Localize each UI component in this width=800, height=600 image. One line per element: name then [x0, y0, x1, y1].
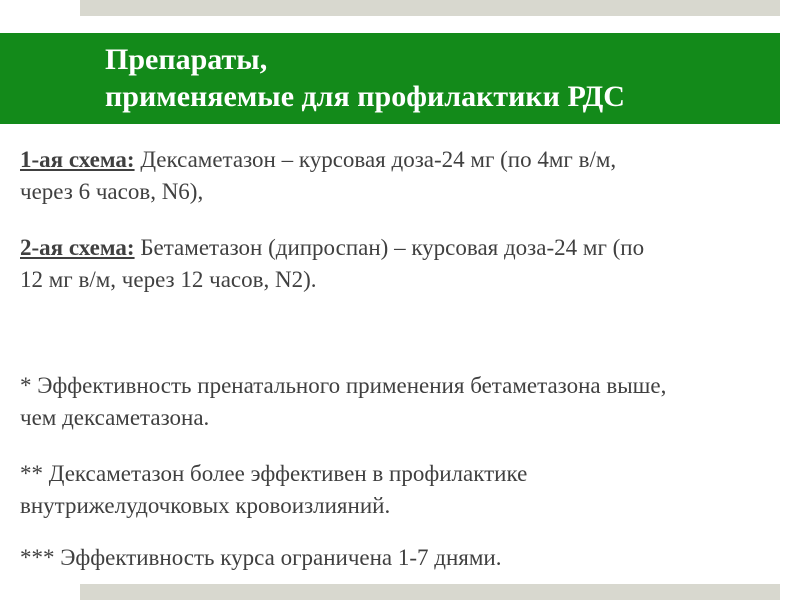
note-1-line-2: чем дексаметазона. — [20, 405, 210, 430]
scheme-1-text-line-1: Дексаметазон – курсовая доза-24 мг (по 4мг в/м, — [134, 147, 617, 172]
scheme-1-paragraph — [20, 144, 780, 208]
top-decorative-strip — [80, 0, 780, 16]
slide-title-line-2: применяемые для профилактики РДС — [105, 80, 625, 113]
slide-title — [105, 41, 625, 115]
note-3-text: *** Эффективность курса ограничена 1-7 днями. — [20, 545, 502, 570]
scheme-2-text-line-2: 12 мг в/м, через 12 часов, N2). — [20, 267, 317, 292]
note-1-line-1: * Эффективность пренатального применения бетаметазона выше, — [20, 373, 667, 398]
scheme-1-label: 1-ая схема: — [20, 147, 135, 172]
note-2-line-2: внутрижелудочковых кровоизлияний. — [20, 493, 391, 518]
bottom-decorative-strip — [80, 584, 780, 600]
note-1-paragraph — [20, 370, 780, 434]
note-2-line-1: ** Дексаметазон более эффективен в профилактике — [20, 461, 528, 486]
note-3-paragraph — [20, 542, 780, 574]
scheme-2-label: 2-ая схема: — [20, 235, 135, 260]
slide-title-line-1: Препараты, — [105, 43, 268, 76]
scheme-2-text-line-1: Бетаметазон (дипроспан) – курсовая доза-24 мг (по — [134, 235, 645, 260]
scheme-1-text-line-2: через 6 часов, N6), — [20, 179, 204, 204]
note-2-paragraph — [20, 458, 780, 522]
scheme-2-paragraph — [20, 232, 780, 296]
